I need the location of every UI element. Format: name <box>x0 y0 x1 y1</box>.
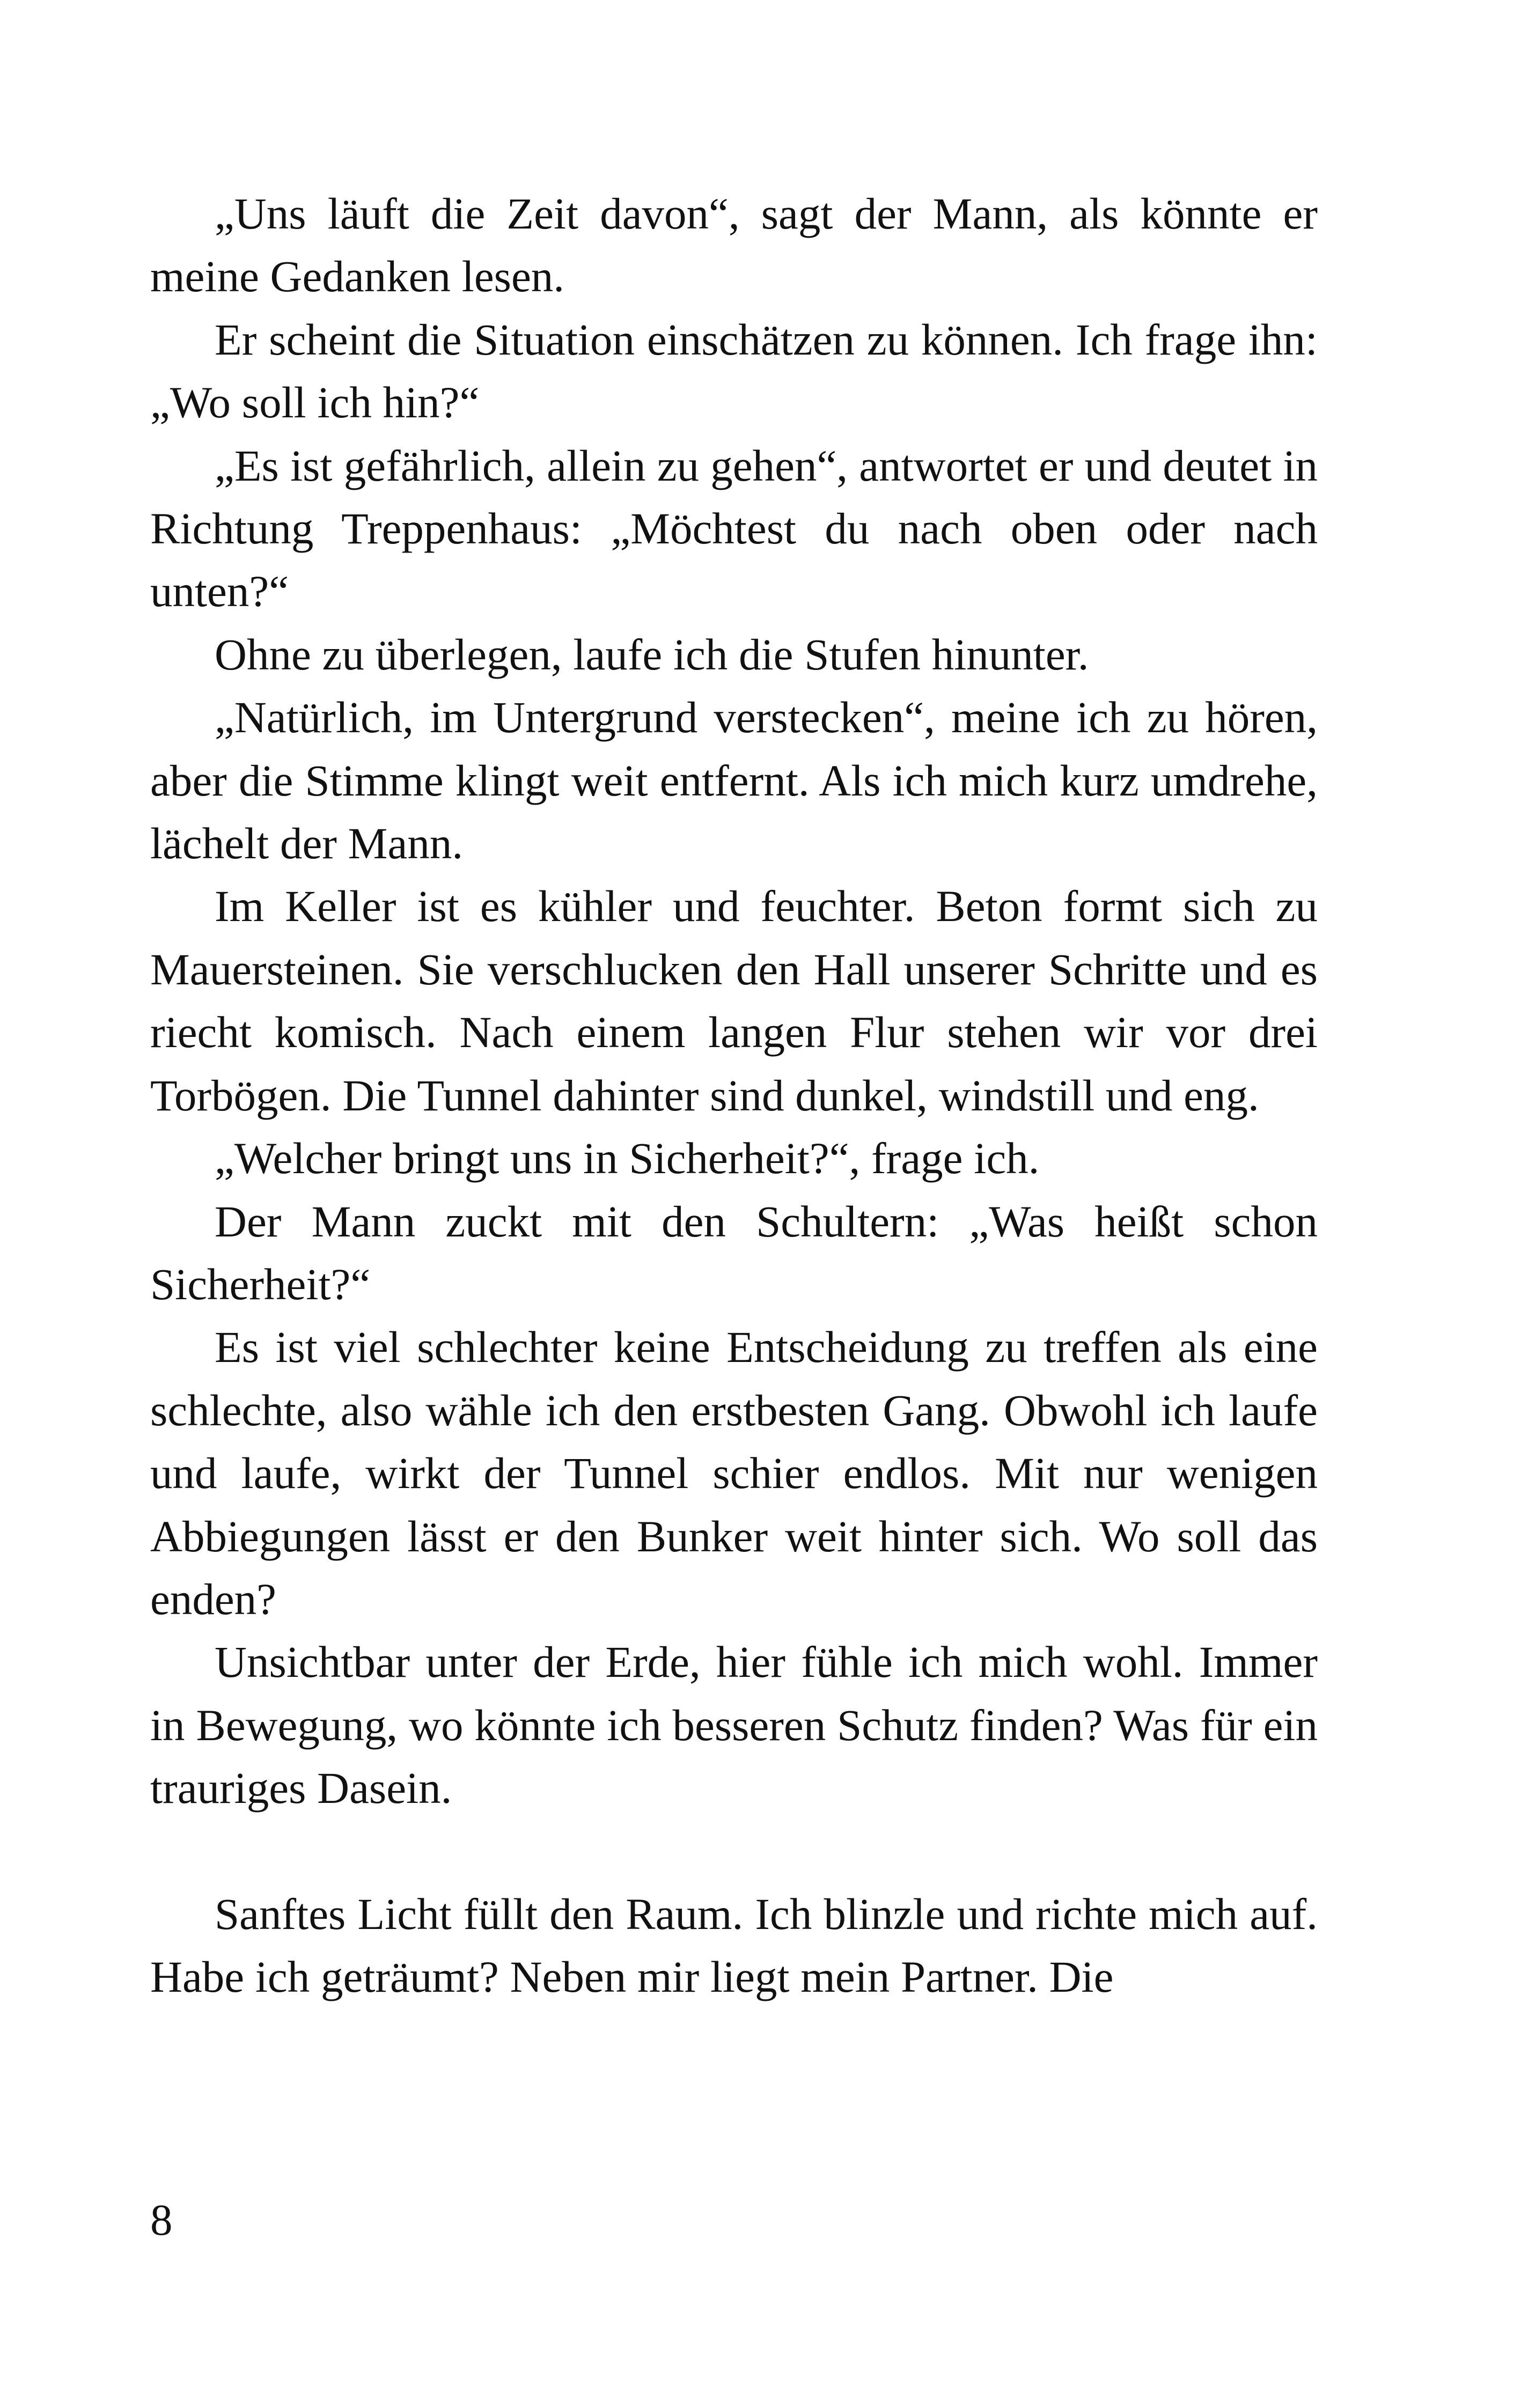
paragraph: Es ist viel schlechter keine Entscheidung zu treffen als eine schlechte, also wähle ich den erstbesten Gang. Obwohl ich laufe und laufe, wirkt der Tunnel schier endlos. Mit nur wenigen Abbiegungen lässt er den Bunker weit hinter sich. Wo soll das enden? <box>150 1322 1318 1624</box>
paragraph: Ohne zu überlegen, laufe ich die Stufen hinunter. <box>215 629 1089 679</box>
paragraph: „Welcher bringt uns in Sicherheit?“, frage ich. <box>215 1133 1040 1183</box>
paragraph: „Uns läuft die Zeit davon“, sagt der Mann, als könnte er meine Gedanken lesen. <box>150 189 1318 301</box>
paragraph: „Es ist gefährlich, allein zu gehen“, antwortet er und deutet in Richtung Treppenhaus: „Möchtest du nach oben oder nach unten?“ <box>150 440 1318 616</box>
paragraph: Der Mann zuckt mit den Schultern: „Was heißt schon Sicherheit?“ <box>150 1196 1318 1309</box>
page-number: 8 <box>150 2195 173 2244</box>
paragraph: Sanftes Licht füllt den Raum. Ich blinzle und richte mich auf. Habe ich geträumt? Neben mir liegt mein Partner. Die <box>150 1889 1318 2001</box>
paragraph: Er scheint die Situation einschätzen zu können. Ich frage ihn: „Wo soll ich hin?“ <box>150 314 1318 428</box>
body-text <box>150 182 1318 2008</box>
paragraph: „Natürlich, im Untergrund verstecken“, meine ich zu hören, aber die Stimme klingt weit entfernt. Als ich mich kurz umdrehe, lächelt der Mann. <box>150 693 1318 868</box>
paragraph: Unsichtbar unter der Erde, hier fühle ich mich wohl. Immer in Bewegung, wo könnte ich besseren Schutz finden? Was für ein trauriges Dasein. <box>150 1637 1318 1813</box>
paragraph: Im Keller ist es kühler und feuchter. Beton formt sich zu Mauersteinen. Sie verschlucken den Hall unserer Schritte und es riecht komisch. Nach einem langen Flur stehen wir vor drei Torbögen. Die Tunnel dahinter sind dunkel, windstill und eng. <box>150 881 1318 1120</box>
